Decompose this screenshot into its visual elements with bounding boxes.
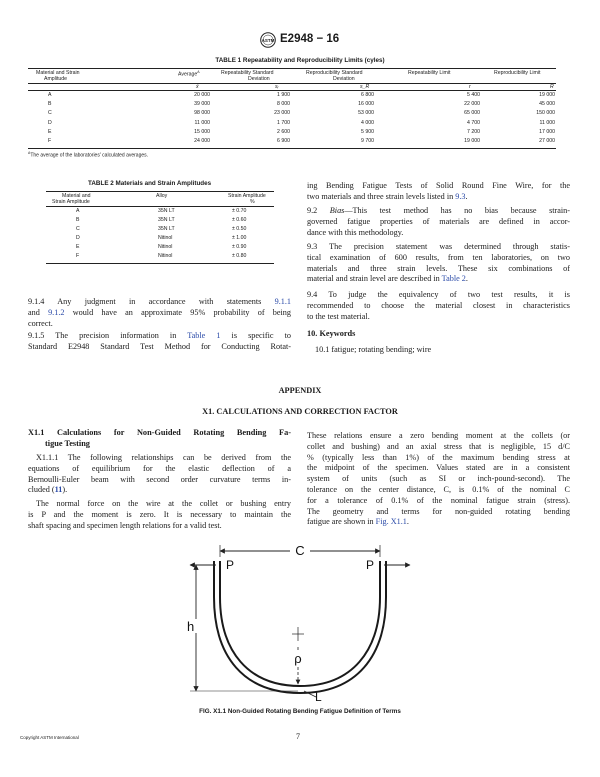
table1-cell: 4 700 [467,119,480,126]
ref-fig-x1-1[interactable]: Fig. X1.1 [375,517,407,527]
table2-cell: F [76,253,80,259]
table1-cell: 45 000 [539,101,555,108]
ref-9-3[interactable]: 9.3 [455,191,466,201]
label-l: L [315,690,322,702]
table1-cell: F [48,138,52,144]
label-p-left: P [226,558,235,572]
figure-caption: FIG. X1.1 Non-Guided Rotating Bending Fatigue Definition of Terms [199,708,401,715]
table1-cell: 1 900 [277,92,290,98]
table1-header-average: Average$^A$ [178,70,200,78]
table1-cell: 98 000 [194,110,210,117]
table2-cell: ± 1.00 [232,235,247,241]
ref-9-1-2[interactable]: 9.1.2 [48,307,65,317]
wire-inner-line [220,561,380,686]
para-9-4: 9.4 To judge the equivalency of two test results, it is recommended to choose the material closest in characteristics to the test material. [307,290,570,321]
table2-cell: 35N LT [158,217,175,223]
table1-cell: 11 000 [194,119,210,126]
table2-cell: Nitinol [158,253,173,259]
ref-9-1-1[interactable]: 9.1.1 [274,297,291,306]
appendix-x1-title: X1. CALCULATIONS AND CORRECTION FACTOR [202,407,398,416]
table1-header-repro-sd: Reproducibility Standard [306,70,363,76]
x1-1-heading: X1.1 Calculations for Non-Guided Rotating Bending Fa- tigue Testing [28,428,291,448]
label-rho: ρ [294,651,302,666]
wire-outer-line [214,561,386,693]
table1-cell: 6 800 [361,92,374,98]
table1-cell: 6 900 [277,138,290,144]
table1-cell: 150 000 [536,110,555,117]
para-relations: These relations ensure a zero bending moment at the collets (or collet and bushing) and an axial stress that is negligible, 15 d/C % (typically less than 1%) of the maximum bending stress at the midpoint of the specimen. Values stated are in a consistent system of units (such as SI or inch-pound-second). The tolerance on the center distance, C, is 0.1% of the nominal C for a tolerance of 0.1% of the nominal fatigue strain (stress). The geometry and terms for non-guided rotating bending fatigue are shown in Fig. X1.1. [307,431,570,527]
para-x1-1-1: X1.1.1 The following relationships can be derived from the equations of equilibrium for the elastic deflection of a Bernoulli-Euler beam with second order curvature terms in- cluded (11). [28,453,291,495]
table1-cell: C [48,110,52,117]
figure-x1-1 [152,537,452,702]
table1-cell: E [48,128,52,135]
table1-cell: 4 000 [361,119,374,126]
table1-cell: 16 000 [358,101,374,108]
table2-cell: C [76,226,80,232]
table1-symbol-sr: sᵣ [275,84,279,90]
label-p-right: P [366,558,375,572]
table2-cell: E [76,244,80,250]
table2-caption: TABLE 2 Materials and Strain Amplitudes [88,180,212,187]
table2-cell: D [76,235,80,241]
table2-header-alloy: Alloy [156,193,168,199]
table1-cell: 5 400 [467,92,480,98]
para-9-3: 9.3 The precision statement was determined through statis- tical examination of 600 results, from ten laboratories, on two materials and three strain levels. These six combinations of material and strain level are described in Table 2. [307,242,570,284]
page-header [0,30,600,50]
table1-cell: 20 000 [194,92,210,98]
table1-cell: 1 700 [277,119,290,126]
keywords-text: 10.1 fatigue; rotating bending; wire [315,345,432,354]
table1-cell: 8 000 [277,101,290,108]
copyright-footer: Copyright ASTM International [20,735,79,740]
table1-header-repeat-sd-2: Deviation [248,76,270,82]
para-9-1-5: 9.1.5 The precision information in Table 1 is specific to Standard E2948 Standard Test Method for Conducting Rotat- [28,331,292,351]
table1-header-repro-sd-2: Deviation [333,76,355,82]
table1-cell: 27 000 [539,138,555,144]
table1-header-repro-limit: Reproducibility Limit [494,70,541,76]
table2-cell: Nitinol [158,235,173,241]
para-normal-force: The normal force on the wire at the collet or bushing entry is P and the moment is zero. It is necessary to maintain the shaft spacing and specimen length relations for a valid test. [28,499,291,530]
table2-cell: B [76,217,80,223]
table1-symbol-xbar: x̄ [196,84,199,90]
para-9-2: 9.2 Bias—This test method has no bias because strain- governed fatigue properties of materials are defined in accor- dance with this methodology. [307,206,571,237]
table2-header-material: Material and [62,193,91,199]
astm-logo-icon [260,32,276,48]
table2-cell: A [76,208,80,214]
ref-table-1[interactable]: Table 1 [187,331,221,340]
table1-cell: 23 000 [274,110,290,117]
table1-symbol-sR: s_R [360,84,370,90]
table1-cell: D [48,119,52,126]
table2-cell: ± 0.90 [232,244,247,250]
table1-cell: 53 000 [358,110,374,117]
table2-cell: ± 0.80 [232,253,247,259]
table2-cell: ± 0.70 [232,208,247,214]
table1-cell: 5 900 [361,128,374,135]
table1-cell: 22 000 [464,101,480,108]
table2-cell: ± 0.50 [232,226,247,232]
table2-cell: 35N LT [158,208,175,214]
appendix-title: APPENDIX [278,386,322,395]
table2-header-strain: Strain Amplitude [228,193,266,199]
table1-cell: 15 000 [194,128,210,135]
label-h: h [187,619,195,634]
table1-cell: 7 200 [467,128,480,135]
table1-cell: A [48,92,52,98]
table1-cell: 39 000 [194,101,210,108]
table2-cell: ± 0.60 [232,217,247,223]
table1-footnote: $^A$The average of the laboratories' calculated averages. [28,151,149,159]
para-9-1-5-continued: ing Bending Fatigue Tests of Solid Round Fine Wire, for the two materials and three strain levels listed in 9.3. [307,181,570,201]
table2-cell: Nitinol [158,244,173,250]
table1-cell: 65 000 [464,110,480,117]
standard-designation: E2948 − 16 [280,33,340,45]
table1-header-repeat-sd: Repeatability Standard [221,70,274,76]
table1-header-repeat-limit: Repeatability Limit [408,70,451,76]
table1-cell: 19 000 [539,92,555,98]
table1-symbol-r: r [469,84,471,90]
table1-cell: 19 000 [464,138,480,144]
para-9-1-4: 9.1.4 Any judgment in accordance with statements 9.1.1 and 9.1.2 would have an approximate 95% probability of being correct. [28,297,291,328]
table1-cell: B [48,101,52,108]
table1-cell: 9 700 [361,138,374,144]
page-number: 7 [296,732,300,741]
table2-cell: 35N LT [158,226,175,232]
table2-header-strain-unit: % [250,199,255,205]
table1-caption: TABLE 1 Repeatability and Reproducibility Limits (cyles) [215,57,385,64]
table1-header-material: Material and Strain [36,70,80,76]
table1-cell: 2 600 [277,128,290,135]
ref-table-2[interactable]: Table 2 [441,274,466,284]
table1-cell: 11 000 [539,119,555,126]
table1-cell: 24 000 [194,138,210,144]
label-c: C [295,543,305,558]
table1-symbol-R: R [550,84,554,90]
ref-11[interactable]: 11 [54,485,63,495]
table1-header-material-2: Amplitude [44,76,68,82]
svg-text:ASTM: ASTM [261,38,275,43]
table2-header-material-2: Strain Amplitude [52,199,90,205]
table1-cell: 17 000 [539,128,555,135]
keywords-heading: 10. Keywords [307,329,356,338]
